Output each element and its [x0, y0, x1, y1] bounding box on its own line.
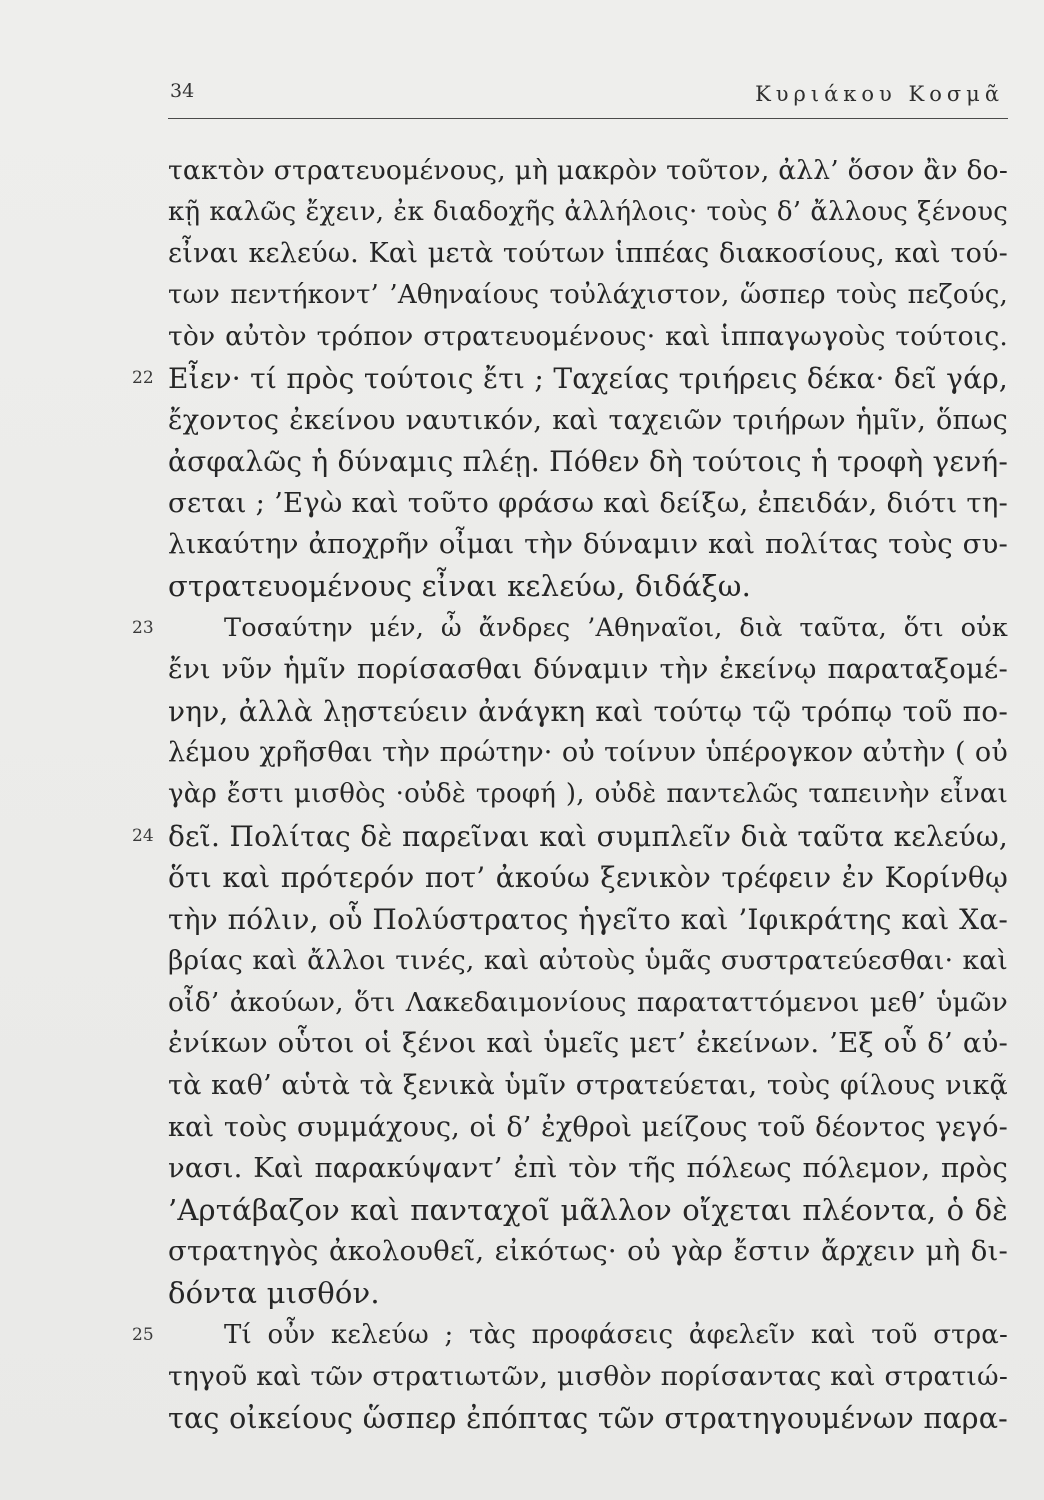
- text-line: [168, 400, 1008, 442]
- line-text: ὅτι καὶ πρότερόν ποτ’ ἀκούω ξενικὸν τρέφειν ἐν Κορίνθῳ: [168, 861, 1008, 895]
- line-text: τὸν αὐτὸν τρόπον στρατευομένους· καὶ ἱππαγωγοὺς τούτοις.: [168, 321, 1008, 353]
- text-line: [168, 899, 1008, 941]
- text-line: [168, 483, 1008, 525]
- line-text: οἶδ’ ἀκούων, ὅτι Λακεδαιμονίους παραταττόμενοι μεθ’ ὑμῶν: [168, 986, 1008, 1018]
- running-title: Κυριάκου Κοσμᾶ: [755, 82, 1004, 106]
- text-line: [168, 1273, 1008, 1315]
- line-text: σεται ; ’Εγὼ καὶ τοῦτο φράσω καὶ δείξω, ἐπειδάν, διότι τη-: [168, 486, 1008, 519]
- line-text: ἔνι νῦν ἡμῖν πορίσασθαι δύναμιν τὴν ἐκείνῳ παραταξομέ-: [168, 653, 1008, 686]
- text-line: [168, 1356, 1008, 1398]
- text-line: [168, 732, 1008, 774]
- line-text: Εἶεν· τί πρὸς τούτοις ἔτι ; Ταχείας τριήρεις δέκα· δεῖ γάρ,: [168, 361, 1008, 395]
- text-line: [168, 982, 1008, 1024]
- line-text: των πεντήκοντ’ ’Αθηναίους τοὐλάχιστον, ὥσπερ τοὺς πεζούς,: [168, 279, 1008, 310]
- line-text: γὰρ ἔστι μισθὸς ·οὐδὲ τροφή ), οὐδὲ παντελῶς ταπεινὴν εἶναι: [168, 778, 1008, 809]
- text-line: [168, 691, 1008, 733]
- line-text: τας οἰκείους ὥσπερ ἐπόπτας τῶν στρατηγουμένων παρα-: [168, 1401, 1008, 1435]
- line-text: Τί οὖν κελεύω ; τὰς προφάσεις ἀφελεῖν καὶ τοῦ στρα-: [224, 1319, 1008, 1350]
- line-text: τακτὸν στρατευομένους, μὴ μακρὸν τοῦτον, ἀλλ’ ὅσον ἂν δο-: [168, 155, 1008, 186]
- line-text: ἀσφαλῶς ἡ δύναμις πλέῃ. Πόθεν δὴ τούτοις ἡ τροφὴ γενή-: [168, 445, 1008, 479]
- text-line: [168, 524, 1008, 566]
- page-number: 34: [170, 80, 195, 102]
- section-number: 25: [132, 1324, 154, 1345]
- line-text: τὰ καθ’ αὑτὰ τὰ ξενικὰ ὑμῖν στρατεύεται, τοὺς φίλους νικᾷ: [168, 1070, 1008, 1102]
- section-number: 24: [132, 825, 154, 846]
- line-text: λέμου χρῆσθαι τὴν πρώτην· οὐ τοίνυν ὑπέρογκον αὐτὴν ( οὐ: [168, 737, 1008, 769]
- line-text: καὶ τοὺς συμμάχους, οἱ δ’ ἐχθροὶ μείζους τοῦ δέοντος γεγό-: [168, 1111, 1008, 1143]
- text-line: [168, 192, 1008, 234]
- text-line: [168, 1398, 1008, 1440]
- line-text: εἶναι κελεύω. Καὶ μετὰ τούτων ἱππέας διακοσίους, καὶ τού-: [168, 238, 1008, 270]
- text-line: [132, 358, 1008, 400]
- body-text: [132, 150, 1008, 1439]
- text-line: [168, 233, 1008, 275]
- line-text: κῇ καλῶς ἔχειν, ἐκ διαδοχῆς ἀλλήλοις· τοὺς δ’ ἄλλους ξένους: [168, 196, 1008, 227]
- line-text: Τοσαύτην μέν, ὦ ἄνδρες ’Αθηναῖοι, διὰ ταῦτα, ὅτι οὐκ: [224, 612, 1008, 643]
- running-head: [168, 80, 1008, 119]
- text-line: [168, 1023, 1008, 1065]
- line-text: νην, ἀλλὰ λῃστεύειν ἀνάγκη καὶ τούτῳ τῷ τρόπῳ τοῦ πο-: [168, 694, 1008, 728]
- text-line: [168, 275, 1008, 317]
- text-line: [168, 441, 1008, 483]
- text-line: [168, 150, 1008, 192]
- line-text: βρίας καὶ ἄλλοι τινές, καὶ αὐτοὺς ὑμᾶς συστρατεύεσθαι· καὶ: [168, 945, 1008, 977]
- line-text: ἐνίκων οὗτοι οἱ ξένοι καὶ ὑμεῖς μετ’ ἐκείνων. ’Εξ οὗ δ’ αὐ-: [168, 1027, 1008, 1060]
- text-line: [132, 816, 1008, 858]
- text-line: [168, 1065, 1008, 1107]
- text-line: [168, 1107, 1008, 1149]
- line-text: ἔχοντος ἐκείνου ναυτικόν, καὶ ταχειῶν τριήρων ἡμῖν, ὅπως: [168, 404, 1008, 436]
- text-line: [168, 1190, 1008, 1232]
- line-text: τὴν πόλιν, οὗ Πολύστρατος ἡγεῖτο καὶ ’Ιφικράτης καὶ Χα-: [168, 902, 1008, 936]
- line-text: στρατευομένους εἶναι κελεύω, διδάξω.: [168, 568, 752, 603]
- line-text: δόντα μισθόν.: [168, 1276, 380, 1311]
- text-line: [168, 857, 1008, 899]
- line-text: ’Αρτάβαζον καὶ πανταχοῖ μᾶλλον οἴχεται πλέοντα, ὁ δὲ: [168, 1192, 1008, 1227]
- line-text: λικαύτην ἀποχρῆν οἶμαι τὴν δύναμιν καὶ πολίτας τοὺς συ-: [168, 528, 1008, 561]
- text-line: [132, 608, 1008, 650]
- line-text: τηγοῦ καὶ τῶν στρατιωτῶν, μισθὸν πορίσαντας καὶ στρατιώ-: [168, 1361, 1008, 1393]
- section-number: 23: [132, 617, 154, 638]
- text-line: [168, 566, 1008, 608]
- line-text: δεῖ. Πολίτας δὲ παρεῖναι καὶ συμπλεῖν διὰ ταῦτα κελεύω,: [168, 819, 1008, 853]
- section-number: 22: [132, 367, 154, 388]
- text-line: [132, 1315, 1008, 1357]
- text-line: [168, 940, 1008, 982]
- line-text: στρατηγὸς ἀκολουθεῖ, εἰκότως· οὐ γὰρ ἔστιν ἄρχειν μὴ δι-: [168, 1235, 1008, 1268]
- line-text: νασι. Καὶ παρακύψαντ’ ἐπὶ τὸν τῆς πόλεως πόλεμον, πρὸς: [168, 1152, 1008, 1185]
- text-line: [168, 316, 1008, 358]
- text-line: [168, 774, 1008, 816]
- text-line: [168, 1231, 1008, 1273]
- text-line: [168, 1148, 1008, 1190]
- text-line: [168, 649, 1008, 691]
